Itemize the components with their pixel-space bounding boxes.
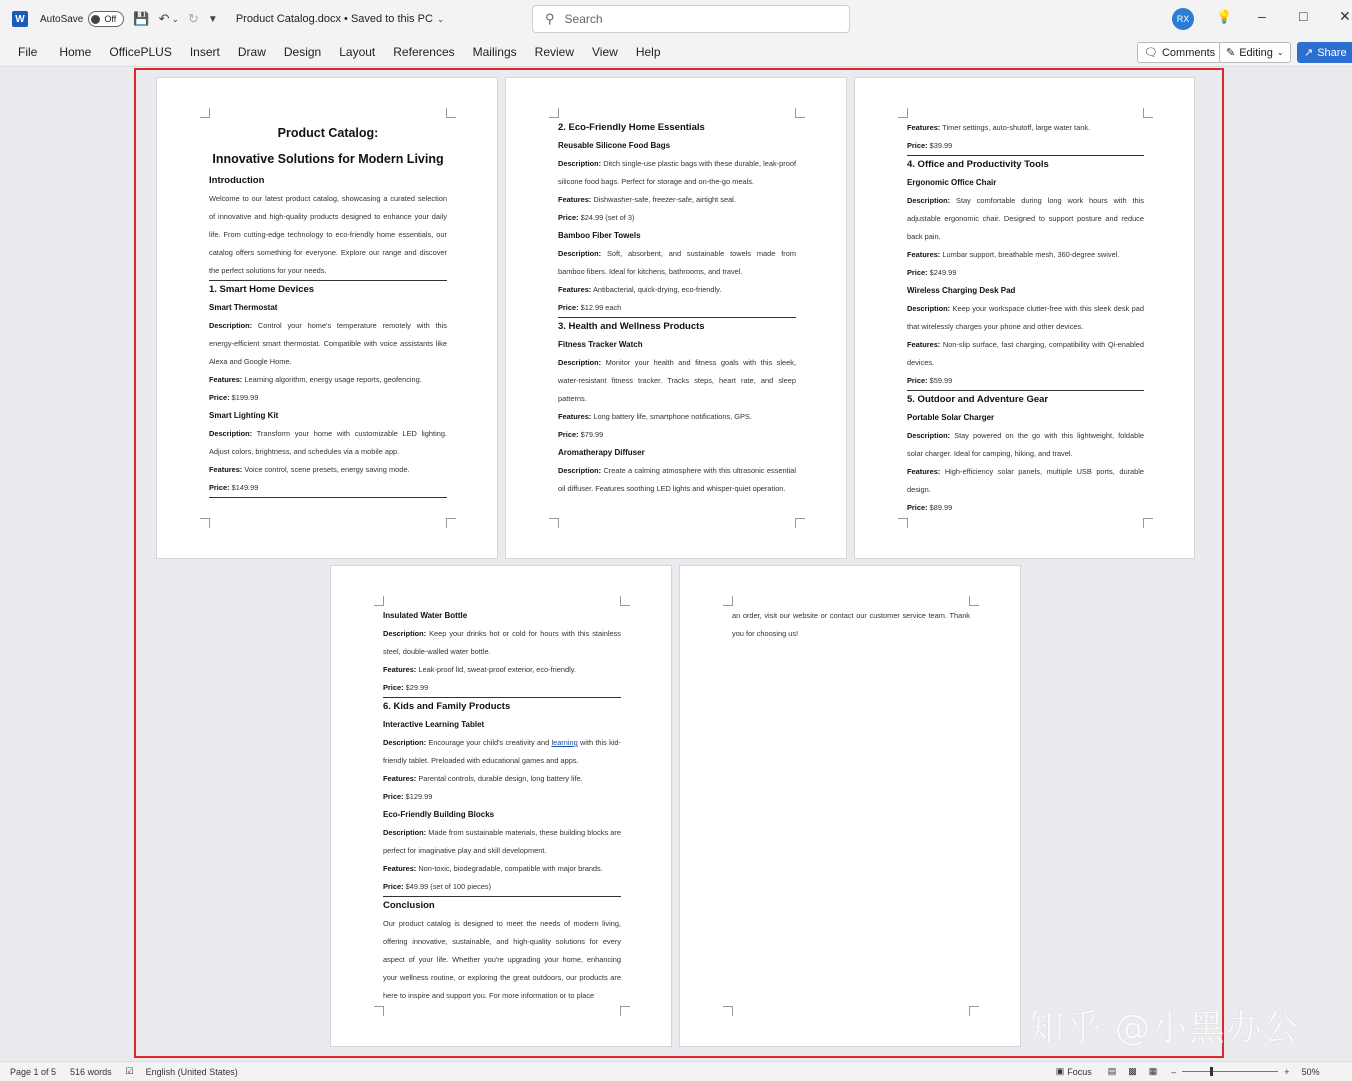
margin-corner xyxy=(549,108,559,118)
margin-corner xyxy=(549,518,559,528)
margin-corner xyxy=(446,108,456,118)
margin-corner xyxy=(620,1006,630,1016)
page-1-content[interactable] xyxy=(209,120,447,498)
editing-label: Editing xyxy=(1239,46,1273,59)
intro-text: Welcome to our latest product catalog, showcasing a curated selection of innovative and high-quality products designed to enhance your daily life. From cutting-edge technology to eco-friendly home essentials, our catalog offers something for everyone. Explore our range and discover the perfect solutions for your needs. xyxy=(209,190,447,281)
product-price xyxy=(383,878,621,897)
features-text: Lumbar support, breathable mesh, 360-degree swivel. xyxy=(942,250,1120,259)
price-label: Price: xyxy=(907,503,928,512)
editing-button[interactable] xyxy=(1219,42,1291,63)
product-description xyxy=(558,462,796,498)
close-icon[interactable]: ✕ xyxy=(1339,8,1351,24)
comments-label: Comments xyxy=(1161,46,1216,59)
product-name: Reusable Silicone Food Bags xyxy=(558,141,671,150)
features-label: Features: xyxy=(907,467,941,476)
margin-corner xyxy=(795,518,805,528)
features-label: Features: xyxy=(907,340,941,349)
product-description xyxy=(209,317,447,371)
intro-heading: Introduction xyxy=(209,175,265,186)
print-layout-icon[interactable]: ▩ xyxy=(1128,1066,1137,1076)
price-value: $89.99 xyxy=(929,503,953,512)
minimize-icon[interactable]: – xyxy=(1258,8,1266,24)
price-value: $49.99 (set of 100 pieces) xyxy=(405,882,492,891)
description-text: Transform your home with customizable LED lighting. Adjust colors, brightness, and schedules via a mobile app. xyxy=(209,429,447,456)
tab-file[interactable]: File xyxy=(18,45,38,59)
tab-mailings[interactable]: Mailings xyxy=(472,45,517,59)
product-price xyxy=(907,264,1144,282)
description-text: Control your home's temperature remotely with this energy-efficient smart thermostat. Compatible with voice assistants like Alexa and Google Home. xyxy=(209,321,447,366)
description-label: Description: xyxy=(209,429,253,438)
description-label: Description: xyxy=(383,629,427,638)
features-label: Features: xyxy=(383,774,417,783)
margin-corner xyxy=(1143,518,1153,528)
margin-corner xyxy=(200,108,210,118)
product-features xyxy=(383,661,621,679)
features-label: Features: xyxy=(209,375,243,384)
product-description xyxy=(558,155,796,191)
undo-dropdown-icon[interactable]: ⌄ xyxy=(171,13,180,24)
price-label: Price: xyxy=(383,792,404,801)
product-price xyxy=(907,499,1144,517)
price-value: $39.99 xyxy=(929,141,953,150)
price-value: $199.99 xyxy=(231,393,259,402)
description-label: Description: xyxy=(209,321,253,330)
product-description xyxy=(907,427,1144,463)
page-2-content[interactable] xyxy=(558,119,796,498)
search-box[interactable] xyxy=(532,5,850,33)
product-description xyxy=(907,192,1144,246)
customize-toolbar-icon[interactable]: ▼ xyxy=(207,13,218,25)
price-value: $79.99 xyxy=(580,430,604,439)
features-text: Voice control, scene presets, energy saving mode. xyxy=(244,465,410,474)
doc-title-line-2: Innovative Solutions for Modern Living xyxy=(212,152,444,166)
features-label: Features: xyxy=(209,465,243,474)
features-text: Long battery life, smartphone notifications, GPS. xyxy=(593,412,752,421)
product-name: Fitness Tracker Watch xyxy=(558,340,643,349)
features-text: Learning algorithm, energy usage reports, geofencing. xyxy=(244,375,422,384)
product-price xyxy=(558,426,796,444)
document-page-2[interactable] xyxy=(506,78,846,558)
tab-home[interactable]: Home xyxy=(59,45,92,59)
zoom-slider-thumb[interactable] xyxy=(1210,1067,1213,1076)
margin-corner xyxy=(898,518,908,528)
product-name: Insulated Water Bottle xyxy=(383,611,468,620)
price-value: $149.99 xyxy=(231,483,259,492)
zoom-level[interactable]: 50% xyxy=(1301,1066,1320,1077)
product-name: Ergonomic Office Chair xyxy=(907,178,997,187)
section-heading-6: 6. Kids and Family Products xyxy=(383,701,511,712)
tab-layout[interactable]: Layout xyxy=(339,45,376,59)
document-title[interactable]: Product Catalog.docx • Saved to this PC xyxy=(235,13,433,25)
product-price xyxy=(558,299,796,318)
features-label: Features: xyxy=(558,195,592,204)
product-features xyxy=(209,371,447,389)
web-layout-icon[interactable]: ▦ xyxy=(1148,1066,1158,1076)
product-price xyxy=(209,479,447,498)
tab-view[interactable]: View xyxy=(592,45,618,59)
page-3-content[interactable] xyxy=(907,119,1144,517)
margin-corner xyxy=(1143,108,1153,118)
price-label: Price: xyxy=(558,213,579,222)
document-page-5[interactable] xyxy=(680,566,1020,1046)
description-text: with this kid-friendly tablet. Preloaded with educational games and apps. xyxy=(383,738,621,765)
price-label: Price: xyxy=(383,882,404,891)
proofing-icon[interactable]: ☑ xyxy=(125,1066,134,1076)
product-name: Wireless Charging Desk Pad xyxy=(907,286,1016,295)
section-heading-1: 1. Smart Home Devices xyxy=(209,284,315,295)
section-heading-3: 3. Health and Wellness Products xyxy=(558,321,705,332)
description-label: Description: xyxy=(907,304,951,313)
features-label: Features: xyxy=(558,412,592,421)
share-icon: ↗ xyxy=(1304,47,1314,59)
product-description xyxy=(558,245,796,281)
conclusion-heading: Conclusion xyxy=(383,900,435,911)
description-text: Stay comfortable during long work hours with this adjustable ergonomic chair. Designed to support posture and reduce back pain. xyxy=(907,196,1144,241)
comment-icon: 🗨 xyxy=(1144,47,1158,59)
description-text: Encourage your child's creativity and xyxy=(428,738,550,747)
watermark: 知乎 @小黑办公 xyxy=(1028,1008,1300,1049)
comments-button[interactable] xyxy=(1137,42,1222,63)
margin-corner xyxy=(200,518,210,528)
product-features xyxy=(558,191,796,209)
document-page-4[interactable] xyxy=(331,566,671,1046)
product-description xyxy=(383,824,621,860)
features-text: High-efficiency solar panels, multiple USB ports, durable design. xyxy=(907,467,1144,494)
zoom-in-icon[interactable]: + xyxy=(1284,1066,1290,1077)
product-name: Smart Lighting Kit xyxy=(209,411,279,420)
zoom-slider[interactable] xyxy=(1182,1071,1278,1072)
product-name: Smart Thermostat xyxy=(209,303,278,312)
tab-officeplus[interactable]: OfficePLUS xyxy=(109,45,172,59)
product-features xyxy=(907,246,1144,264)
word-count[interactable]: 516 words xyxy=(70,1066,112,1077)
product-features xyxy=(907,336,1144,372)
section-heading-4: 4. Office and Productivity Tools xyxy=(907,159,1049,170)
margin-corner xyxy=(723,1006,733,1016)
description-text: Create a calming atmosphere with this ultrasonic essential oil diffuser. Features soothing LED lights and whisper-quiet operation. xyxy=(558,466,797,493)
page-4-content[interactable] xyxy=(383,607,621,1005)
description-label: Description: xyxy=(383,828,427,837)
autosave-state: Off xyxy=(104,14,117,24)
features-text: Dishwasher-safe, freezer-safe, airtight seal. xyxy=(593,195,736,204)
features-label: Features: xyxy=(907,250,941,259)
price-value: $129.99 xyxy=(405,792,433,801)
lightbulb-icon[interactable]: 💡 xyxy=(1216,9,1233,24)
pencil-icon: ✎ xyxy=(1226,47,1236,59)
product-description xyxy=(907,300,1144,336)
description-label: Description: xyxy=(907,196,951,205)
word-logo-icon: W xyxy=(12,11,28,27)
product-name: Bamboo Fiber Towels xyxy=(558,231,641,240)
description-label: Description: xyxy=(558,358,602,367)
description-text: Soft, absorbent, and sustainable towels made from bamboo fibers. Ideal for kitchens, bathrooms, and travel. xyxy=(558,249,796,276)
product-price xyxy=(907,137,1144,156)
description-text: Stay powered on the go with this lightweight, foldable solar charger. Ideal for camping, hiking, and travel. xyxy=(907,431,1144,458)
description-text: Keep your workspace clutter-free with this sleek desk pad that wirelessly charges your phone and other devices. xyxy=(907,304,1144,331)
autosave-label: AutoSave xyxy=(40,13,84,25)
product-features xyxy=(383,770,621,788)
features-text: Parental controls, durable design, long battery life. xyxy=(418,774,583,783)
save-icon[interactable]: 💾 xyxy=(133,11,150,26)
features-label: Features: xyxy=(907,123,941,132)
margin-corner xyxy=(723,596,733,606)
language[interactable]: English (United States) xyxy=(145,1066,238,1077)
price-label: Price: xyxy=(558,430,579,439)
undo-icon[interactable]: ↶ xyxy=(158,11,170,26)
price-label: Price: xyxy=(209,483,230,492)
product-price xyxy=(383,679,621,698)
price-label: Price: xyxy=(209,393,230,402)
description-label: Description: xyxy=(907,431,951,440)
features-label: Features: xyxy=(383,864,417,873)
tab-insert[interactable]: Insert xyxy=(189,45,220,59)
description-label: Description: xyxy=(558,159,602,168)
product-name: Aromatherapy Diffuser xyxy=(558,448,645,457)
section-heading-2: 2. Eco-Friendly Home Essentials xyxy=(558,122,705,133)
product-features xyxy=(209,461,447,479)
product-features xyxy=(907,463,1144,499)
features-label: Features: xyxy=(558,285,592,294)
product-price xyxy=(209,389,447,407)
description-text: Keep your drinks hot or cold for hours with this stainless steel, double-walled water bottle. xyxy=(383,629,621,656)
document-page-1[interactable] xyxy=(157,78,497,558)
product-price xyxy=(383,788,621,806)
maximize-icon[interactable]: □ xyxy=(1299,8,1308,24)
page-count[interactable]: Page 1 of 5 xyxy=(10,1066,57,1077)
conclusion-continued: an order, visit our website or contact our customer service team. Thank you for choosing us! xyxy=(732,611,970,638)
read-mode-icon[interactable]: ▤ xyxy=(1107,1066,1117,1076)
product-description xyxy=(209,425,447,461)
description-label: Description: xyxy=(383,738,427,747)
price-value: $249.99 xyxy=(929,268,957,277)
search-icon: ⚲ xyxy=(545,11,555,26)
product-name: Interactive Learning Tablet xyxy=(383,720,485,729)
status-bar xyxy=(0,1061,1352,1081)
description-text: Made from sustainable materials, these building blocks are perfect for imaginative play and skill development. xyxy=(383,828,621,855)
features-text: Non-toxic, biodegradable, compatible with major brands. xyxy=(418,864,603,873)
product-description xyxy=(383,734,621,770)
price-value: $12.99 each xyxy=(580,303,622,312)
margin-corner xyxy=(374,596,384,606)
product-description xyxy=(383,625,621,661)
section-heading-5: 5. Outdoor and Adventure Gear xyxy=(907,394,1049,405)
chevron-down-icon: ⌄ xyxy=(1276,48,1284,57)
price-label: Price: xyxy=(383,683,404,692)
product-features xyxy=(558,281,796,299)
product-features xyxy=(383,860,621,878)
tab-help[interactable]: Help xyxy=(635,45,661,59)
tab-references[interactable]: References xyxy=(393,45,455,59)
share-button[interactable] xyxy=(1297,42,1352,63)
margin-corner xyxy=(795,108,805,118)
price-value: $29.99 xyxy=(405,683,429,692)
autosave-toggle[interactable] xyxy=(88,11,124,27)
redo-icon[interactable]: ↻ xyxy=(188,11,199,26)
features-text: Non-slip surface, fast charging, compatibility with Qi-enabled devices. xyxy=(907,340,1144,367)
price-value: $59.99 xyxy=(929,376,953,385)
margin-corner xyxy=(969,1006,979,1016)
tab-design[interactable]: Design xyxy=(283,45,322,59)
conclusion-text: Our product catalog is designed to meet the needs of modern living, offering innovative, sustainable, and high-quality solutions for every aspect of your life. Whether you're upgrading your home, enhancing your wellness routine, or exploring the great outdoors, our products are here to inspire and support you. For more information or to place xyxy=(383,919,621,1000)
description-label: Description: xyxy=(558,466,602,475)
focus-icon[interactable]: ▣ xyxy=(1055,1066,1065,1076)
tab-draw[interactable]: Draw xyxy=(237,45,266,59)
price-label: Price: xyxy=(907,376,928,385)
zoom-out-icon[interactable]: – xyxy=(1171,1066,1177,1077)
product-name: Eco-Friendly Building Blocks xyxy=(383,810,495,819)
doc-title-line-1: Product Catalog: xyxy=(277,126,379,140)
features-text: Leak-proof lid, sweat-proof exterior, eco-friendly. xyxy=(418,665,576,674)
description-link[interactable]: learning xyxy=(551,738,578,747)
product-features xyxy=(558,408,796,426)
description-label: Description: xyxy=(558,249,602,258)
margin-corner xyxy=(969,596,979,606)
product-name: Portable Solar Charger xyxy=(907,413,995,422)
search-placeholder: Search xyxy=(564,12,603,26)
toggle-knob xyxy=(91,15,100,24)
margin-corner xyxy=(374,1006,384,1016)
price-label: Price: xyxy=(907,141,928,150)
tab-review[interactable]: Review xyxy=(534,45,575,59)
document-page-3[interactable] xyxy=(855,78,1194,558)
product-price xyxy=(558,209,796,227)
margin-corner xyxy=(898,108,908,118)
margin-corner xyxy=(446,518,456,528)
description-text: Monitor your health and fitness goals with this sleek, water-resistant fitness tracker. Tracks steps, heart rate, and sleep patterns. xyxy=(558,358,796,403)
product-price xyxy=(907,372,1144,391)
features-label: Features: xyxy=(383,665,417,674)
price-label: Price: xyxy=(907,268,928,277)
avatar[interactable]: RX xyxy=(1172,8,1194,30)
description-text: Ditch single-use plastic bags with these durable, leak-proof silicone food bags. Perfect for storage and on-the-go meals. xyxy=(558,159,796,186)
page-5-content[interactable] xyxy=(732,607,970,643)
title-chevron-icon[interactable]: ⌄ xyxy=(436,13,445,24)
price-label: Price: xyxy=(558,303,579,312)
price-value: $24.99 (set of 3) xyxy=(580,213,635,222)
margin-corner xyxy=(620,596,630,606)
product-description xyxy=(558,354,796,408)
share-label: Share xyxy=(1317,46,1347,59)
focus-label[interactable]: Focus xyxy=(1067,1066,1092,1077)
features-text: Antibacterial, quick-drying, eco-friendly. xyxy=(592,285,722,294)
features-text: Timer settings, auto-shutoff, large water tank. xyxy=(942,123,1091,132)
product-features xyxy=(907,119,1144,137)
